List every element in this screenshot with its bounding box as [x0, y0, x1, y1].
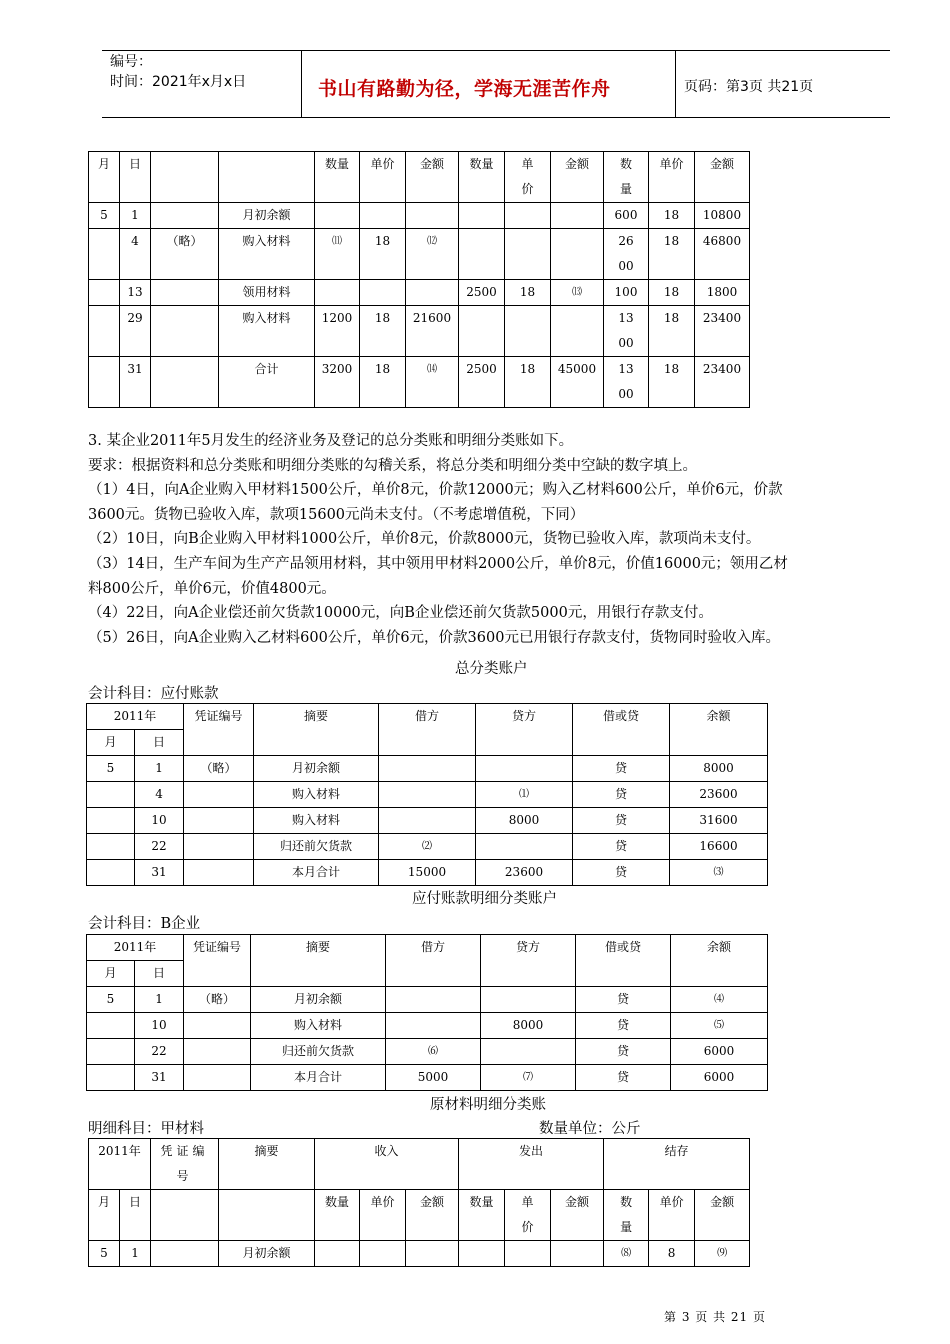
- cell: [151, 306, 219, 357]
- cell: 23400: [695, 357, 750, 408]
- table-header-row: [89, 152, 750, 203]
- cell: 购入材料: [254, 808, 379, 834]
- problem-line: （5）26日，向A企业购入乙材料600公斤，单价6元，价款3600元已用银行存款支付，货物同时验收入库。: [88, 629, 780, 646]
- header-qty: 数量: [315, 1190, 360, 1241]
- cell: 18: [649, 229, 695, 280]
- cell: [505, 306, 551, 357]
- cell: [184, 1039, 251, 1065]
- cell: 23600: [476, 860, 573, 886]
- cell: 45000: [551, 357, 604, 408]
- header-amount: 金额: [406, 1190, 459, 1241]
- cell: 合计: [219, 357, 315, 408]
- cell: [184, 1065, 251, 1091]
- header-divider-left: [301, 50, 302, 117]
- cell: 22: [135, 834, 184, 860]
- header-year: 2011年: [89, 1139, 151, 1190]
- header-stock: 结存: [604, 1139, 750, 1190]
- header-amount: 金额: [695, 1190, 750, 1241]
- cell: 购入材料: [219, 229, 315, 280]
- header-cell: 数量: [604, 152, 649, 203]
- header-cell: 金额: [551, 152, 604, 203]
- header-amount: 金额: [551, 1190, 604, 1241]
- cell: [551, 229, 604, 280]
- table-row: [89, 306, 750, 357]
- cell: [87, 834, 135, 860]
- cell: [551, 1241, 604, 1267]
- cell: 贷: [576, 987, 671, 1013]
- cell: 100: [604, 280, 649, 306]
- cell: 3200: [315, 357, 360, 408]
- cell: 10800: [695, 203, 750, 229]
- problem-line: （1）4日，向A企业购入甲材料1500公斤，单价8元，价款12000元；购入乙材料600公斤，单价6元，价款: [88, 482, 783, 499]
- cell: [459, 203, 505, 229]
- cell: 5: [87, 987, 135, 1013]
- cell: 4: [120, 229, 151, 280]
- cell: （略）: [184, 756, 254, 782]
- header-month: 月: [89, 1190, 120, 1241]
- cell: 18: [649, 306, 695, 357]
- cell: [184, 834, 254, 860]
- cell: 29: [120, 306, 151, 357]
- cell: 8000: [476, 808, 573, 834]
- cell: 21600: [406, 306, 459, 357]
- header-qty: 数量: [459, 1190, 505, 1241]
- cell: 贷: [573, 808, 670, 834]
- cell: 月初余额: [219, 203, 315, 229]
- header-price: 单价: [649, 1190, 695, 1241]
- header-price: 单价: [505, 1190, 551, 1241]
- header-voucher: 凭证编号: [184, 704, 254, 756]
- cell: 6000: [671, 1039, 768, 1065]
- material-ledger-title: 原材料明细分类账: [430, 1097, 546, 1113]
- problem-line: （4）22日，向A企业偿还前欠货款10000元，向B企业偿还前欠货款5000元，用银行存款支付。: [88, 605, 713, 622]
- cell: 贷: [576, 1013, 671, 1039]
- header-credit: 贷方: [481, 935, 576, 987]
- cell: 贷: [573, 782, 670, 808]
- cell: 归还前欠货款: [254, 834, 379, 860]
- header-time: 时间：2021年x月x日: [110, 74, 247, 90]
- cell: 1200: [315, 306, 360, 357]
- cell: 贷: [576, 1065, 671, 1091]
- problem-line: （2）10日，向B企业购入甲材料1000公斤，单价8元，价款8000元，货物已验收入库，款项尚未支付。: [88, 531, 761, 548]
- header-day: 日: [120, 1190, 151, 1241]
- cell: 4: [135, 782, 184, 808]
- cell: [315, 1241, 360, 1267]
- cell: 本月合计: [251, 1065, 386, 1091]
- table-row: [87, 782, 768, 808]
- cell: 18: [649, 203, 695, 229]
- cell: [505, 229, 551, 280]
- cell: [184, 860, 254, 886]
- cell: 5000: [386, 1065, 481, 1091]
- header-cell: 月: [89, 152, 120, 203]
- cell: （略）: [184, 987, 251, 1013]
- cell: （略）: [151, 229, 219, 280]
- header-issue: 发出: [459, 1139, 604, 1190]
- cell: [184, 782, 254, 808]
- page-footer: 第 3 页 共 21 页: [664, 1310, 766, 1324]
- table-row: [87, 808, 768, 834]
- header-balance: 余额: [670, 704, 768, 756]
- cell: [151, 1241, 219, 1267]
- cell: 18: [360, 229, 406, 280]
- header-cell: 单价: [505, 152, 551, 203]
- table-row: [87, 1039, 768, 1065]
- cell: 600: [604, 203, 649, 229]
- header-credit: 贷方: [476, 704, 573, 756]
- cell: 购入材料: [219, 306, 315, 357]
- header-debit: 借方: [379, 704, 476, 756]
- material-ledger-table: [88, 1138, 750, 1267]
- cell: 1: [135, 756, 184, 782]
- header-cell: 数量: [459, 152, 505, 203]
- cell: 31: [135, 1065, 184, 1091]
- cell: 5: [87, 756, 135, 782]
- cell: 8000: [670, 756, 768, 782]
- cell: [89, 306, 120, 357]
- header-cell: [219, 152, 315, 203]
- header-cell: 单价: [649, 152, 695, 203]
- cell: 31600: [670, 808, 768, 834]
- header-divider-right: [675, 50, 676, 117]
- header-summary: 摘要: [251, 935, 386, 987]
- table-row: [87, 834, 768, 860]
- cell: [315, 280, 360, 306]
- cell: 1300: [604, 306, 649, 357]
- cell: [459, 229, 505, 280]
- cell: [379, 782, 476, 808]
- cell: ⑹: [386, 1039, 481, 1065]
- table-row: [89, 1241, 750, 1267]
- header-cell: [219, 1190, 315, 1241]
- cell: 15000: [379, 860, 476, 886]
- cell: 1300: [604, 357, 649, 408]
- table-header-row: [89, 1139, 750, 1190]
- table-header-row: [87, 935, 768, 961]
- cell: ⑻: [604, 1241, 649, 1267]
- header-voucher: 凭证编号: [151, 1139, 219, 1190]
- header-code: 编号：: [110, 54, 152, 70]
- header-price: 单价: [360, 1190, 406, 1241]
- cell: ⑷: [671, 987, 768, 1013]
- cell: 2600: [604, 229, 649, 280]
- cell: [386, 1013, 481, 1039]
- cell: [406, 280, 459, 306]
- cell: [87, 808, 135, 834]
- cell: 23600: [670, 782, 768, 808]
- problem-line: 料800公斤，单价6元，价值4800元。: [88, 580, 336, 597]
- general-ledger-table: [86, 703, 768, 886]
- cell: 22: [135, 1039, 184, 1065]
- cell: ⒀: [551, 280, 604, 306]
- problem-line: 要求：根据资料和总分类账和明细分类账的勾稽关系，将总分类和明细分类中空缺的数字填上。: [88, 457, 697, 474]
- cell: 月初余额: [251, 987, 386, 1013]
- cell: 10: [135, 808, 184, 834]
- cell: 18: [649, 357, 695, 408]
- cell: [360, 280, 406, 306]
- cell: ⑺: [481, 1065, 576, 1091]
- cell: [87, 782, 135, 808]
- cell: 5: [89, 1241, 120, 1267]
- cell: [87, 1013, 135, 1039]
- cell: [476, 834, 573, 860]
- table-row: [89, 229, 750, 280]
- cell: 18: [649, 280, 695, 306]
- cell: 归还前欠货款: [251, 1039, 386, 1065]
- cell: [151, 280, 219, 306]
- cell: [184, 1013, 251, 1039]
- table-header-row: [87, 704, 768, 730]
- table-row: [87, 756, 768, 782]
- cell: 2500: [459, 280, 505, 306]
- cell: 领用材料: [219, 280, 315, 306]
- cell: [459, 1241, 505, 1267]
- cell: [360, 203, 406, 229]
- problem-line: 3600元。货物已验收入库，款项15600元尚未支付。（不考虑增值税，下同）: [88, 506, 585, 523]
- cell: [151, 203, 219, 229]
- cell: [87, 860, 135, 886]
- header-summary: 摘要: [254, 704, 379, 756]
- header-dc: 借或贷: [576, 935, 671, 987]
- cell: 1: [120, 203, 151, 229]
- header-cell: 日: [120, 152, 151, 203]
- sub-ledger-title: 应付账款明细分类账户: [412, 891, 557, 907]
- cell: ⑾: [315, 229, 360, 280]
- sub-ledger-account: 会计科目：B企业: [88, 916, 201, 932]
- cell: 贷: [576, 1039, 671, 1065]
- table-row: [89, 203, 750, 229]
- header-month: 月: [87, 730, 135, 756]
- material-ledger-account: 明细科目：甲材料: [88, 1121, 204, 1137]
- cell: [89, 357, 120, 408]
- header-top-rule: [102, 50, 890, 51]
- cell: ⒁: [406, 357, 459, 408]
- header-summary: 摘要: [219, 1139, 315, 1190]
- sub-ledger-table: [86, 934, 768, 1091]
- cell: 8000: [481, 1013, 576, 1039]
- cell: [406, 1241, 459, 1267]
- cell: [505, 203, 551, 229]
- cell: [505, 1241, 551, 1267]
- cell: 本月合计: [254, 860, 379, 886]
- cell: 购入材料: [254, 782, 379, 808]
- problem-line: （3）14日，生产车间为生产产品领用材料，其中领用甲材料2000公斤，单价8元，价值16000元；领用乙材: [88, 555, 788, 572]
- cell: [89, 280, 120, 306]
- cell: [89, 229, 120, 280]
- cell: ⑵: [379, 834, 476, 860]
- cell: [315, 203, 360, 229]
- header-month: 月: [87, 961, 135, 987]
- cell: [360, 1241, 406, 1267]
- header-year: 2011年: [87, 935, 184, 961]
- cell: [87, 1065, 135, 1091]
- table-row: [87, 1013, 768, 1039]
- material-ledger-continued-table: [88, 151, 750, 408]
- cell: 31: [120, 357, 151, 408]
- cell: 月初余额: [254, 756, 379, 782]
- cell: [379, 756, 476, 782]
- cell: 18: [505, 357, 551, 408]
- cell: 1: [120, 1241, 151, 1267]
- problem-line: 3. 某企业2011年5月发生的经济业务及登记的总分类账和明细分类账如下。: [88, 433, 574, 449]
- cell: 贷: [573, 834, 670, 860]
- table-row: [89, 357, 750, 408]
- cell: 6000: [671, 1065, 768, 1091]
- cell: 1800: [695, 280, 750, 306]
- header-motto: 书山有路勤为径，学海无涯苦作舟: [318, 78, 611, 100]
- cell: [481, 987, 576, 1013]
- header-bottom-rule: [102, 117, 890, 118]
- header-dc: 借或贷: [573, 704, 670, 756]
- problem-text: [88, 429, 788, 650]
- cell: [386, 987, 481, 1013]
- header-debit: 借方: [386, 935, 481, 987]
- cell: [184, 808, 254, 834]
- header-cell: 金额: [406, 152, 459, 203]
- header-cell: [151, 152, 219, 203]
- cell: 贷: [573, 756, 670, 782]
- cell: 23400: [695, 306, 750, 357]
- cell: 10: [135, 1013, 184, 1039]
- cell: ⑴: [476, 782, 573, 808]
- general-ledger-title: 总分类账户: [455, 661, 528, 677]
- table-row: [89, 280, 750, 306]
- cell: [476, 756, 573, 782]
- cell: ⑼: [695, 1241, 750, 1267]
- cell: 8: [649, 1241, 695, 1267]
- cell: [87, 1039, 135, 1065]
- cell: 18: [360, 306, 406, 357]
- cell: [406, 203, 459, 229]
- cell: [481, 1039, 576, 1065]
- cell: [151, 357, 219, 408]
- table-row: [87, 1065, 768, 1091]
- material-ledger-unit: 数量单位：公斤: [539, 1121, 641, 1137]
- cell: 1: [135, 987, 184, 1013]
- general-ledger-account: 会计科目：应付账款: [88, 686, 219, 702]
- header-cell: [151, 1190, 219, 1241]
- cell: 贷: [573, 860, 670, 886]
- cell: ⑿: [406, 229, 459, 280]
- header-meta: [110, 52, 246, 92]
- cell: 46800: [695, 229, 750, 280]
- header-cell: 数量: [315, 152, 360, 203]
- cell: ⑶: [670, 860, 768, 886]
- header-receipt: 收入: [315, 1139, 459, 1190]
- cell: 月初余额: [219, 1241, 315, 1267]
- cell: [379, 808, 476, 834]
- cell: 购入材料: [251, 1013, 386, 1039]
- cell: [551, 306, 604, 357]
- header-voucher: 凭证编号: [184, 935, 251, 987]
- table-row: [87, 860, 768, 886]
- header-year: 2011年: [87, 704, 184, 730]
- header-day: 日: [135, 730, 184, 756]
- cell: ⑸: [671, 1013, 768, 1039]
- cell: 31: [135, 860, 184, 886]
- cell: 18: [360, 357, 406, 408]
- table-header-row: [89, 1190, 750, 1241]
- header-balance: 余额: [671, 935, 768, 987]
- cell: [459, 306, 505, 357]
- header-cell: 金额: [695, 152, 750, 203]
- table-row: [87, 987, 768, 1013]
- cell: 16600: [670, 834, 768, 860]
- header-day: 日: [135, 961, 184, 987]
- cell: 13: [120, 280, 151, 306]
- cell: 18: [505, 280, 551, 306]
- header-page-number: 页码：第3页 共21页: [684, 79, 814, 95]
- header-qty: 数量: [604, 1190, 649, 1241]
- cell: [551, 203, 604, 229]
- header-cell: 单价: [360, 152, 406, 203]
- cell: 2500: [459, 357, 505, 408]
- cell: 5: [89, 203, 120, 229]
